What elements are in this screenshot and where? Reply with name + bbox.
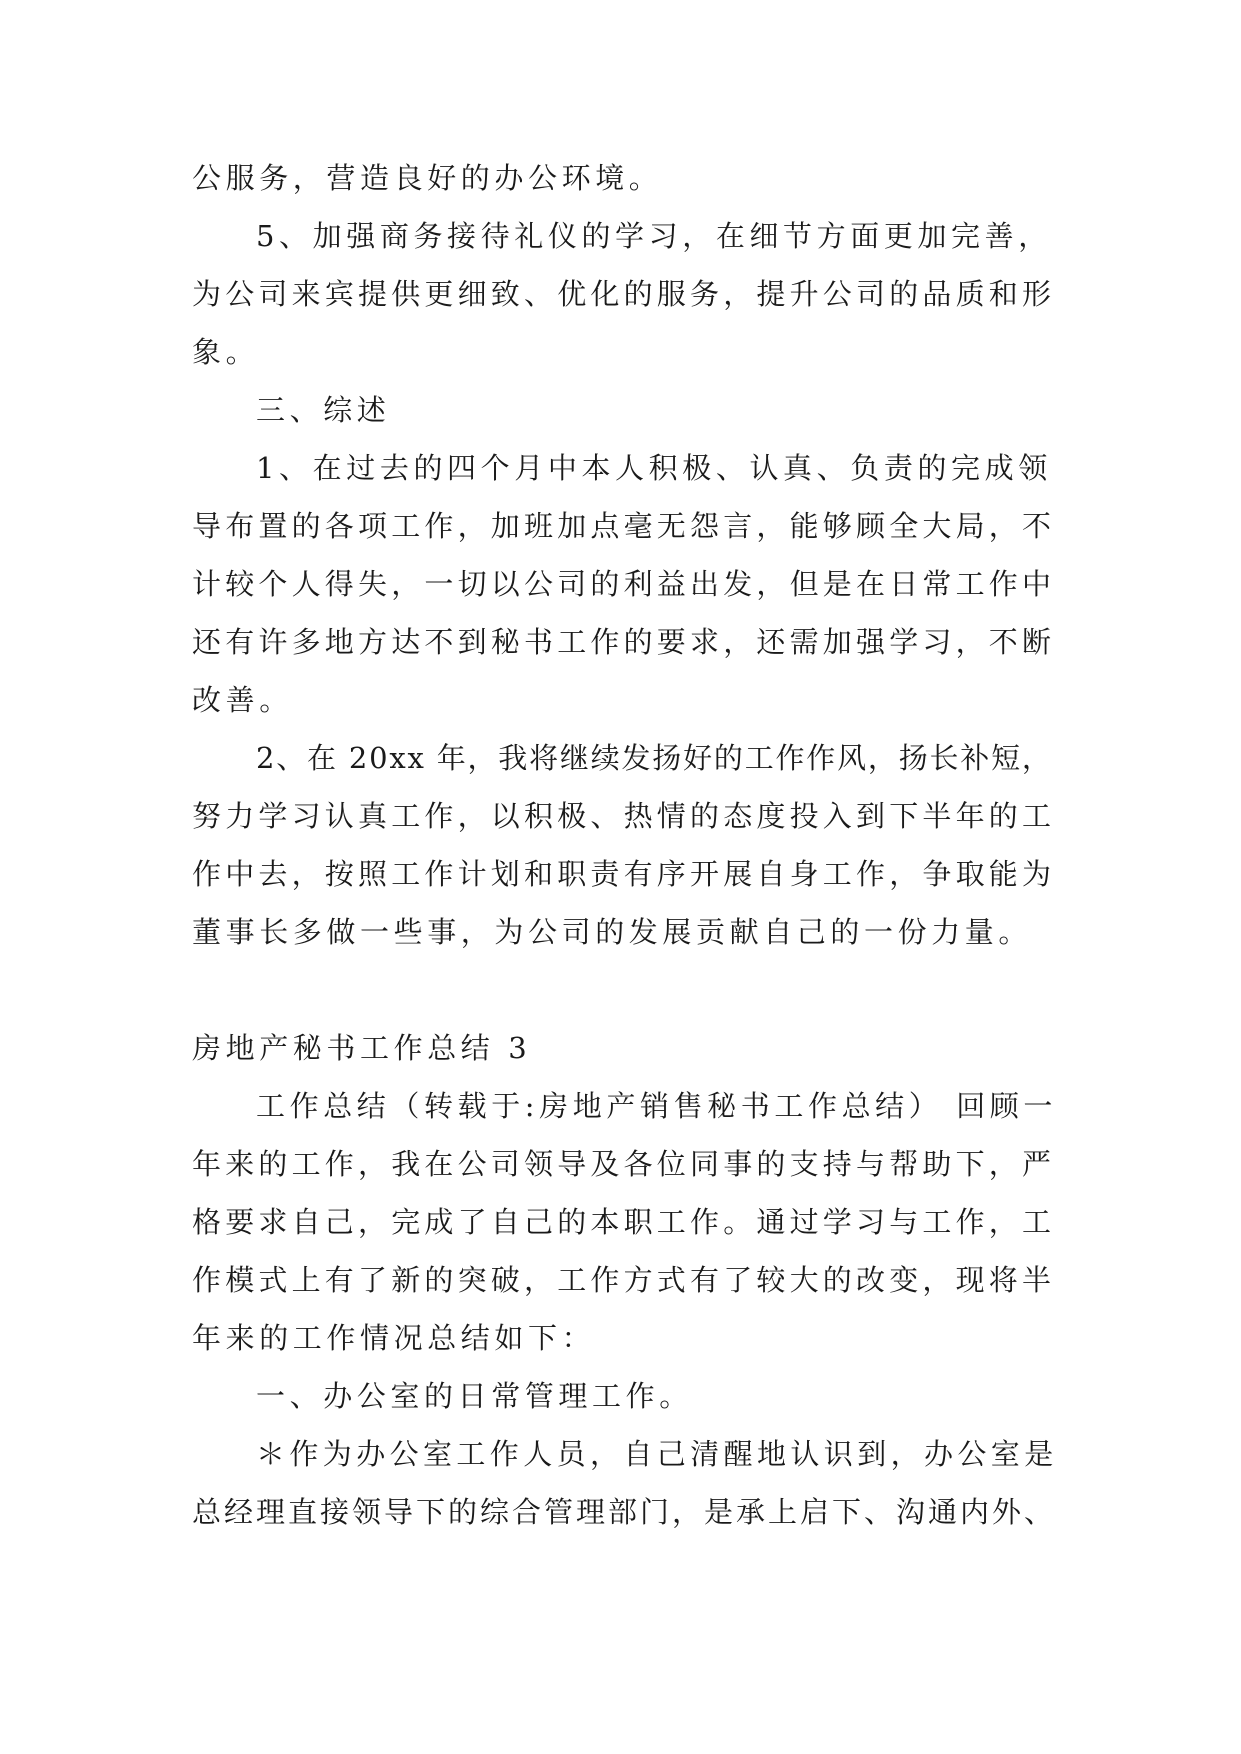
text-line: 公服务，营造良好的办公环境。 — [192, 161, 663, 195]
text-line: 作模式上有了新的突破，工作方式有了较大的改变，现将半 — [192, 1263, 1056, 1297]
text-line: 年来的工作，我在公司领导及各位同事的支持与帮助下，严 — [192, 1147, 1056, 1181]
section-heading: 一、办公室的日常管理工作。 — [256, 1379, 693, 1413]
text-line: 努力学习认真工作，以积极、热情的态度投入到下半年的工 — [192, 799, 1056, 833]
section-heading: 三、综述 — [256, 393, 391, 427]
text-line: 格要求自己，完成了自己的本职工作。通过学习与工作，工 — [192, 1205, 1056, 1239]
text-line: 导布置的各项工作，加班加点毫无怨言，能够顾全大局，不 — [192, 509, 1056, 543]
text-line: 还有许多地方达不到秘书工作的要求，还需加强学习，不断 — [192, 625, 1056, 659]
text-line: 改善。 — [192, 683, 293, 717]
text-line: 为公司来宾提供更细致、优化的服务，提升公司的品质和形 — [192, 277, 1056, 311]
text-line: 作中去，按照工作计划和职责有序开展自身工作，争取能为 — [192, 857, 1056, 891]
text-line: 工作总结（转载于:房地产销售秘书工作总结） 回顾一 — [256, 1089, 1057, 1123]
text-line: 1、在过去的四个月中本人积极、认真、负责的完成领 — [256, 451, 1052, 485]
document-title: 房地产秘书工作总结 3 — [192, 1031, 532, 1065]
text-line: 总经理直接领导下的综合管理部门，是承上启下、沟通内外、 — [192, 1495, 1057, 1529]
text-line: 计较个人得失，一切以公司的利益出发，但是在日常工作中 — [192, 567, 1056, 601]
text-line: 5、加强商务接待礼仪的学习，在细节方面更加完善， — [256, 219, 1052, 253]
text-line: 2、在 20xx 年，我将继续发扬好的工作作风，扬长补短， — [256, 741, 1053, 775]
text-line: 年来的工作情况总结如下： — [192, 1321, 596, 1355]
text-line: 董事长多做一些事，为公司的发展贡献自己的一份力量。 — [192, 915, 1033, 949]
text-line: ＊作为办公室工作人员，自己清醒地认识到，办公室是 — [256, 1437, 1058, 1471]
text-line: 象。 — [192, 335, 260, 369]
